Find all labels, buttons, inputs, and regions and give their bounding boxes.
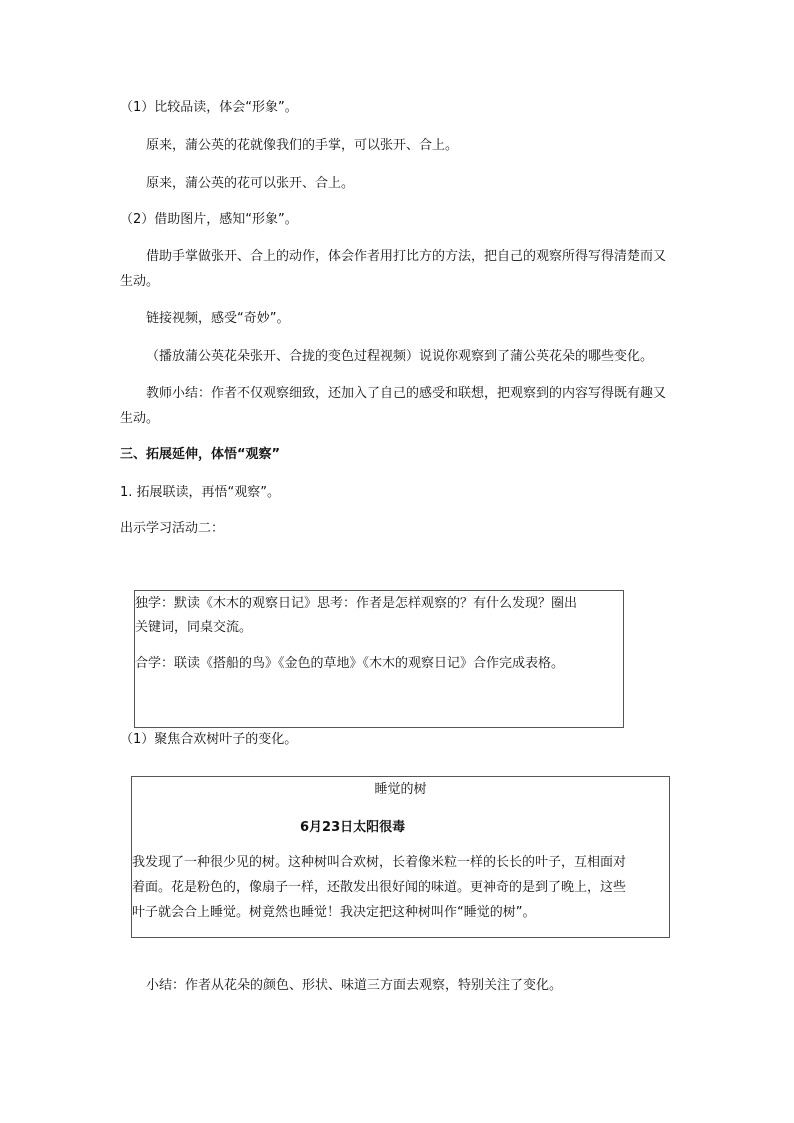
activity-group-line: 合学：联读《搭船的鸟》《金色的草地》《木木的观察日记》合作完成表格。 <box>135 656 565 671</box>
paragraph-extended-reading: 1. 拓展联读，再悟“观察”。 <box>120 485 281 500</box>
paragraph-hand-gesture: 借助手掌做张开、合上的动作，体会作者用打比方的方法，把自己的观察所得写得清楚而又生动。 <box>120 249 667 289</box>
diary-line-3: 叶子就会合上睡觉。树竟然也睡觉！我决定把这种树叫作“睡觉的树”。 <box>132 905 536 920</box>
diary-line-2: 着面。花是粉色的，像扇子一样，还散发出很好闻的味道。更神奇的是到了晚上，这些 <box>132 880 627 895</box>
diary-box <box>131 776 670 938</box>
diary-title: 睡觉的树 <box>374 782 427 797</box>
paragraph-activity-intro: 出示学习活动二： <box>120 521 225 536</box>
paragraph-video-play: （播放蒲公英花朵张开、合拢的变色过程视频）说说你观察到了蒲公英花朵的哪些变化。 <box>146 349 654 364</box>
paragraph-example-1: 原来，蒲公英的花就像我们的手掌，可以张开、合上。 <box>146 138 459 153</box>
section-heading-compare: （1）比较品读，体会“形象”。 <box>120 100 298 115</box>
diary-date: 6月23日太阳很毒 <box>300 820 406 835</box>
paragraph-teacher-summary: 教师小结：作者不仅观察细致，还加入了自己的感受和联想，把观察到的内容写得既有趣又生动。 <box>120 386 667 426</box>
paragraph-example-2: 原来，蒲公英的花可以张开、合上。 <box>146 176 355 191</box>
section-heading-extension: 三、拓展延伸，体悟“观察” <box>120 447 281 462</box>
activity-solo-line-1: 独学：默读《木木的观察日记》思考：作者是怎样观察的？有什么发现？圈出 <box>135 596 578 611</box>
paragraph-final-summary: 小结：作者从花朵的颜色、形状、味道三方面去观察，特别关注了变化。 <box>146 978 563 993</box>
diary-line-1: 我发现了一种很少见的树。这种树叫合欢树，长着像米粒一样的长长的叶子，互相面对 <box>132 855 627 870</box>
paragraph-video-link: 链接视频，感受“奇妙”。 <box>146 311 290 326</box>
activity-solo-line-2: 关键词，同桌交流。 <box>135 620 253 635</box>
section-heading-focus: （1）聚焦合欢树叶子的变化。 <box>120 732 298 747</box>
activity-box <box>134 590 624 728</box>
section-heading-images: （2）借助图片，感知“形象”。 <box>120 212 298 227</box>
